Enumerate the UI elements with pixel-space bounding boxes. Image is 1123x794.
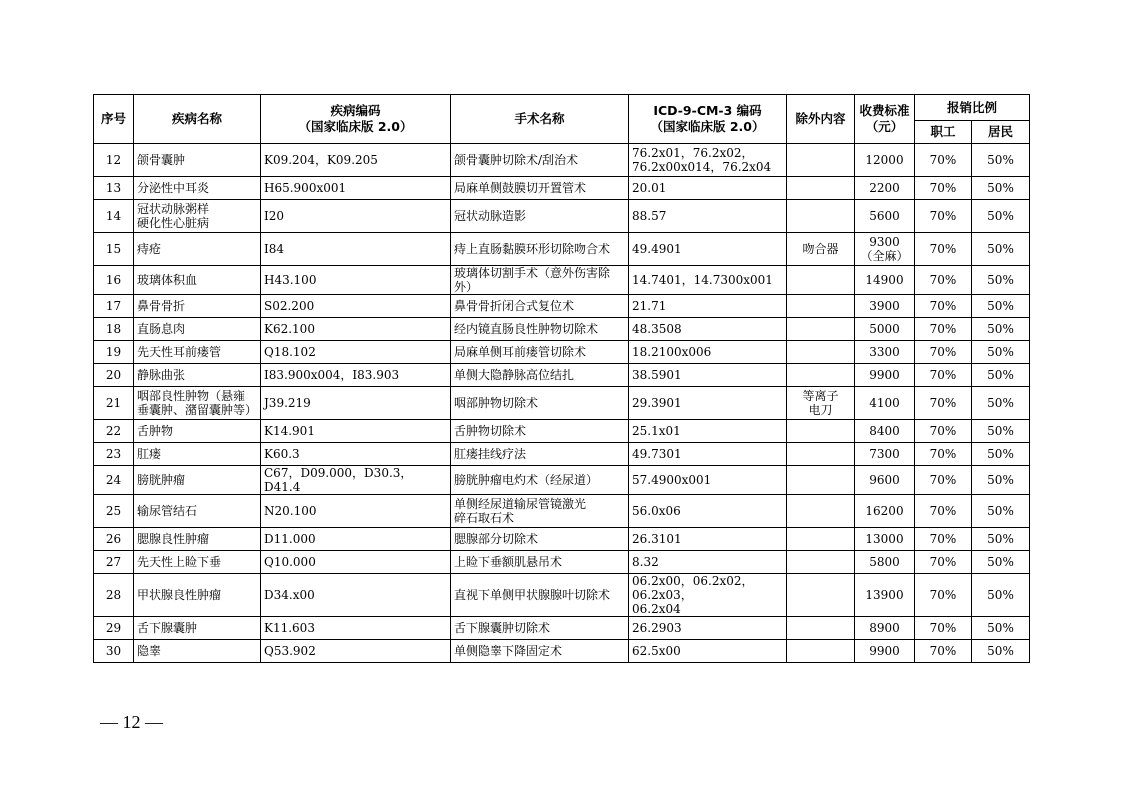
- cell-worker-ratio: 70%: [915, 466, 972, 495]
- cell-icd-code: [629, 364, 787, 387]
- cell-surgery-name-line: 局麻单侧耳前瘘管切除术: [454, 345, 587, 359]
- cell-surgery-name: [451, 144, 629, 177]
- cell-icd-code: [629, 144, 787, 177]
- cell-excluded: [787, 551, 855, 574]
- cell-fee-line: 4100: [869, 396, 900, 410]
- table-row: [94, 177, 1030, 200]
- table-row: [94, 640, 1030, 663]
- cell-worker-ratio: 70%: [915, 443, 972, 466]
- cell-icd-code: [629, 233, 787, 266]
- cell-excluded: [787, 295, 855, 318]
- cell-excluded: [787, 495, 855, 528]
- cell-resident-ratio: 50%: [972, 341, 1030, 364]
- cell-fee-line: 8400: [869, 424, 900, 438]
- cell-worker-ratio: 70%: [915, 574, 972, 617]
- cell-surgery-name: [451, 233, 629, 266]
- cell-disease-code: J39.219: [261, 387, 451, 420]
- cell-icd-code-line: 06.2x04: [632, 602, 681, 616]
- cell-disease-name: [134, 466, 261, 495]
- table-row: [94, 295, 1030, 318]
- cell-fee-line: 3300: [869, 345, 900, 359]
- cell-fee-line: 13000: [865, 532, 904, 546]
- cell-icd-code: [629, 495, 787, 528]
- header-disease-code-line2: （国家临床版 2.0）: [298, 119, 413, 134]
- cell-resident-ratio: 50%: [972, 617, 1030, 640]
- cell-fee-line: （全麻）: [860, 249, 909, 263]
- cell-disease-name: [134, 387, 261, 420]
- cell-disease-code: Q18.102: [261, 341, 451, 364]
- cell-disease-code: C67，D09.000，D30.3，D41.4: [261, 466, 451, 495]
- cell-fee: [855, 233, 915, 266]
- cell-disease-name: [134, 318, 261, 341]
- cell-icd-code-line: 8.32: [632, 555, 659, 569]
- table-body: [94, 144, 1030, 663]
- cell-surgery-name-line: 颌骨囊肿切除术/刮治术: [454, 153, 579, 167]
- cell-disease-code: Q10.000: [261, 551, 451, 574]
- cell-fee-line: 2200: [869, 181, 900, 195]
- cell-fee-line: 12000: [865, 153, 904, 167]
- cell-worker-ratio: 70%: [915, 177, 972, 200]
- cell-seq: 14: [94, 200, 134, 233]
- cell-resident-ratio: 50%: [972, 177, 1030, 200]
- cell-seq: 17: [94, 295, 134, 318]
- cell-icd-code: [629, 617, 787, 640]
- cell-disease-name: [134, 144, 261, 177]
- cell-disease-name-line: 痔疮: [137, 242, 162, 256]
- cell-excluded: [787, 364, 855, 387]
- cell-fee: [855, 420, 915, 443]
- header-icd-code: [629, 95, 787, 144]
- cell-fee: [855, 640, 915, 663]
- cell-resident-ratio: 50%: [972, 466, 1030, 495]
- header-disease-code: [261, 95, 451, 144]
- cell-seq: 26: [94, 528, 134, 551]
- cell-icd-code-line: 88.57: [632, 209, 667, 223]
- cell-surgery-name-line: 肛瘘挂线疗法: [454, 447, 527, 461]
- cell-surgery-name-line: 局麻单侧鼓膜切开置管术: [454, 181, 587, 195]
- cell-disease-code: K14.901: [261, 420, 451, 443]
- cell-fee: [855, 177, 915, 200]
- cell-disease-name-line: 先天性上睑下垂: [137, 555, 222, 569]
- cell-resident-ratio: 50%: [972, 574, 1030, 617]
- table-row: [94, 466, 1030, 495]
- cell-surgery-name: [451, 318, 629, 341]
- cell-seq: 15: [94, 233, 134, 266]
- cell-disease-name: [134, 420, 261, 443]
- cell-fee-line: 14900: [865, 273, 904, 287]
- cell-seq: 30: [94, 640, 134, 663]
- table-row: [94, 341, 1030, 364]
- cell-fee: [855, 266, 915, 295]
- cell-icd-code: [629, 266, 787, 295]
- cell-disease-code: S02.200: [261, 295, 451, 318]
- cell-icd-code: [629, 387, 787, 420]
- cell-fee-line: 9600: [869, 473, 900, 487]
- cell-resident-ratio: 50%: [972, 233, 1030, 266]
- cell-worker-ratio: 70%: [915, 551, 972, 574]
- cell-surgery-name: [451, 640, 629, 663]
- cell-worker-ratio: 70%: [915, 200, 972, 233]
- cell-surgery-name: [451, 617, 629, 640]
- cell-icd-code-line: 06.2x00，06.2x02，06.2x03，: [632, 574, 754, 602]
- cell-disease-code: N20.100: [261, 495, 451, 528]
- cell-fee: [855, 295, 915, 318]
- cell-icd-code-line: 26.3101: [632, 532, 682, 546]
- header-resident: 居民: [972, 121, 1030, 144]
- cell-fee: [855, 443, 915, 466]
- cell-disease-name-line: 分泌性中耳炎: [137, 181, 210, 195]
- cell-fee: [855, 466, 915, 495]
- cell-disease-name-line: 咽部良性肿物（悬雍: [137, 389, 246, 403]
- cell-disease-name-line: 垂囊肿、潴留囊肿等）: [137, 403, 258, 417]
- cell-disease-name-line: 静脉曲张: [137, 368, 186, 382]
- cell-fee-line: 8900: [869, 621, 900, 635]
- cell-fee: [855, 528, 915, 551]
- cell-icd-code-line: 76.2x01，76.2x02，: [632, 146, 754, 160]
- cell-resident-ratio: 50%: [972, 387, 1030, 420]
- header-fee-line1: 收费标准: [859, 103, 910, 118]
- cell-fee-line: 9900: [869, 644, 900, 658]
- header-worker: 职工: [915, 121, 972, 144]
- cell-disease-name-line: 膀胱肿瘤: [137, 473, 186, 487]
- cell-fee-line: 3900: [869, 299, 900, 313]
- table-row: [94, 528, 1030, 551]
- cell-resident-ratio: 50%: [972, 295, 1030, 318]
- cell-surgery-name-line: 上睑下垂额肌悬吊术: [454, 555, 563, 569]
- cell-surgery-name-line: 咽部肿物切除术: [454, 396, 539, 410]
- cell-excluded: [787, 443, 855, 466]
- cell-disease-name: [134, 495, 261, 528]
- cell-disease-code: H43.100: [261, 266, 451, 295]
- cell-disease-name: [134, 640, 261, 663]
- cell-fee: [855, 574, 915, 617]
- cell-seq: 25: [94, 495, 134, 528]
- cell-fee-line: 7300: [869, 447, 900, 461]
- cell-icd-code-line: 26.2903: [632, 621, 682, 635]
- cell-excluded: [787, 341, 855, 364]
- cell-surgery-name: [451, 574, 629, 617]
- cell-fee-line: 9900: [869, 368, 900, 382]
- cell-fee-line: 5800: [869, 555, 900, 569]
- cell-excluded: [787, 640, 855, 663]
- cell-disease-code: D11.000: [261, 528, 451, 551]
- cell-icd-code-line: 18.2100x006: [632, 345, 712, 359]
- cell-disease-name-line: 隐睾: [137, 644, 162, 658]
- cell-worker-ratio: 70%: [915, 640, 972, 663]
- cell-disease-name: [134, 341, 261, 364]
- cell-excluded: [787, 266, 855, 295]
- cell-excluded: [787, 200, 855, 233]
- cell-disease-name: [134, 364, 261, 387]
- table-row: [94, 551, 1030, 574]
- cell-fee-line: 16200: [865, 504, 904, 518]
- cell-worker-ratio: 70%: [915, 233, 972, 266]
- cell-surgery-name: [451, 364, 629, 387]
- cell-seq: 20: [94, 364, 134, 387]
- cell-icd-code-line: 49.4901: [632, 242, 682, 256]
- cell-disease-code: K09.204，K09.205: [261, 144, 451, 177]
- cell-disease-name-line: 腮腺良性肿瘤: [137, 532, 210, 546]
- cell-resident-ratio: 50%: [972, 551, 1030, 574]
- table-row: [94, 420, 1030, 443]
- cell-disease-code: H65.900x001: [261, 177, 451, 200]
- cell-disease-name: [134, 233, 261, 266]
- cell-icd-code: [629, 466, 787, 495]
- cell-resident-ratio: 50%: [972, 318, 1030, 341]
- cell-surgery-name: [451, 551, 629, 574]
- cell-surgery-name: [451, 266, 629, 295]
- cell-icd-code-line: 49.7301: [632, 447, 682, 461]
- cell-resident-ratio: 50%: [972, 443, 1030, 466]
- cell-icd-code-line: 62.5x00: [632, 644, 681, 658]
- cell-excluded: [787, 528, 855, 551]
- cell-disease-code: D34.x00: [261, 574, 451, 617]
- table-row: [94, 495, 1030, 528]
- cell-disease-name: [134, 266, 261, 295]
- cell-excluded: [787, 574, 855, 617]
- table-row: [94, 233, 1030, 266]
- cell-fee: [855, 387, 915, 420]
- cell-fee: [855, 617, 915, 640]
- cell-surgery-name-line: 碎石取石术: [454, 511, 515, 525]
- cell-surgery-name: [451, 466, 629, 495]
- cell-seq: 16: [94, 266, 134, 295]
- cell-disease-code: Q53.902: [261, 640, 451, 663]
- cell-disease-name-line: 颌骨囊肿: [137, 153, 186, 167]
- header-excluded: 除外内容: [787, 95, 855, 144]
- cell-disease-code: I20: [261, 200, 451, 233]
- cell-surgery-name: [451, 295, 629, 318]
- cell-icd-code: [629, 318, 787, 341]
- cell-disease-name-line: 甲状腺良性肿瘤: [137, 588, 222, 602]
- cell-icd-code-line: 14.7401，14.7300x001: [632, 273, 773, 287]
- cell-icd-code: [629, 443, 787, 466]
- cell-surgery-name: [451, 420, 629, 443]
- cell-resident-ratio: 50%: [972, 528, 1030, 551]
- cell-surgery-name: [451, 200, 629, 233]
- cell-fee: [855, 144, 915, 177]
- cell-disease-name: [134, 574, 261, 617]
- cell-fee-line: 13900: [865, 588, 904, 602]
- cell-worker-ratio: 70%: [915, 495, 972, 528]
- header-disease-code-line1: 疾病编码: [330, 103, 381, 118]
- cell-disease-name-line: 直肠息肉: [137, 322, 186, 336]
- cell-fee-line: 5600: [869, 209, 900, 223]
- cell-icd-code: [629, 420, 787, 443]
- cell-excluded: [787, 233, 855, 266]
- header-icd-code-line2: （国家临床版 2.0）: [650, 119, 765, 134]
- cell-worker-ratio: 70%: [915, 528, 972, 551]
- cell-disease-name-line: 舌下腺囊肿: [137, 621, 198, 635]
- cell-icd-code: [629, 551, 787, 574]
- cell-fee-line: 5000: [869, 322, 900, 336]
- cell-surgery-name-line: 冠状动脉造影: [454, 209, 527, 223]
- cell-surgery-name-line: 鼻骨骨折闭合式复位术: [454, 299, 575, 313]
- cell-resident-ratio: 50%: [972, 420, 1030, 443]
- table-row: [94, 617, 1030, 640]
- cell-disease-name-line: 玻璃体积血: [137, 273, 198, 287]
- cell-surgery-name-line: 舌肿物切除术: [454, 424, 527, 438]
- cell-excluded-line: 吻合器: [802, 242, 839, 256]
- cell-icd-code: [629, 295, 787, 318]
- cell-fee: [855, 318, 915, 341]
- cell-icd-code: [629, 200, 787, 233]
- cell-surgery-name-line: 经内镜直肠良性肿物切除术: [454, 322, 599, 336]
- cell-icd-code-line: 29.3901: [632, 396, 682, 410]
- cell-fee: [855, 364, 915, 387]
- cell-disease-name-line: 冠状动脉粥样: [137, 202, 210, 216]
- cell-surgery-name: [451, 387, 629, 420]
- table-row: [94, 144, 1030, 177]
- cell-resident-ratio: 50%: [972, 495, 1030, 528]
- cell-surgery-name: [451, 177, 629, 200]
- cell-seq: 24: [94, 466, 134, 495]
- cell-excluded: [787, 144, 855, 177]
- cell-disease-name: [134, 443, 261, 466]
- cell-disease-name-line: 肛瘘: [137, 447, 162, 461]
- header-fee-line2: （元）: [865, 119, 904, 134]
- cell-seq: 29: [94, 617, 134, 640]
- header-icd-code-line1: ICD-9-CM-3 编码: [653, 103, 762, 118]
- cell-seq: 28: [94, 574, 134, 617]
- header-surgery-name: 手术名称: [451, 95, 629, 144]
- cell-disease-name: [134, 551, 261, 574]
- cell-icd-code-line: 76.2x00x014，76.2x04: [632, 160, 772, 174]
- cell-excluded: [787, 466, 855, 495]
- cell-surgery-name: [451, 341, 629, 364]
- cell-seq: 12: [94, 144, 134, 177]
- table-row: [94, 266, 1030, 295]
- cell-surgery-name-line: 单侧经尿道输尿管镜激光: [454, 497, 587, 511]
- cell-disease-code: I84: [261, 233, 451, 266]
- table-row: [94, 574, 1030, 617]
- cell-disease-name: [134, 200, 261, 233]
- cell-icd-code: [629, 574, 787, 617]
- cell-fee-line: 9300: [869, 235, 900, 249]
- cell-icd-code: [629, 640, 787, 663]
- cell-worker-ratio: 70%: [915, 364, 972, 387]
- cell-excluded-line: 电刀: [808, 403, 833, 417]
- cell-fee: [855, 551, 915, 574]
- cell-disease-name: [134, 295, 261, 318]
- header-disease-name: 疾病名称: [134, 95, 261, 144]
- cell-worker-ratio: 70%: [915, 144, 972, 177]
- cell-fee: [855, 495, 915, 528]
- reimbursement-table: [93, 94, 1030, 663]
- cell-excluded-line: 等离子: [802, 389, 839, 403]
- cell-resident-ratio: 50%: [972, 640, 1030, 663]
- cell-resident-ratio: 50%: [972, 144, 1030, 177]
- cell-disease-code: K60.3: [261, 443, 451, 466]
- cell-excluded: [787, 177, 855, 200]
- cell-seq: 13: [94, 177, 134, 200]
- cell-fee: [855, 341, 915, 364]
- cell-seq: 22: [94, 420, 134, 443]
- page-number: — 12 —: [100, 712, 163, 732]
- cell-excluded: [787, 387, 855, 420]
- cell-worker-ratio: 70%: [915, 387, 972, 420]
- cell-icd-code-line: 38.5901: [632, 368, 682, 382]
- cell-surgery-name-line: 直视下单侧甲状腺腺叶切除术: [454, 588, 611, 602]
- cell-surgery-name: [451, 443, 629, 466]
- cell-disease-code: I83.900x004，I83.903: [261, 364, 451, 387]
- cell-seq: 27: [94, 551, 134, 574]
- cell-icd-code-line: 56.0x06: [632, 504, 681, 518]
- table-row: [94, 318, 1030, 341]
- cell-surgery-name: [451, 495, 629, 528]
- cell-icd-code-line: 25.1x01: [632, 424, 681, 438]
- cell-worker-ratio: 70%: [915, 318, 972, 341]
- cell-surgery-name: [451, 528, 629, 551]
- cell-icd-code-line: 20.01: [632, 181, 667, 195]
- header-seq: 序号: [94, 95, 134, 144]
- cell-worker-ratio: 70%: [915, 266, 972, 295]
- cell-seq: 18: [94, 318, 134, 341]
- cell-worker-ratio: 70%: [915, 617, 972, 640]
- cell-surgery-name-line: 单侧大隐静脉高位结扎: [454, 368, 575, 382]
- table-header: [94, 95, 1030, 144]
- cell-icd-code: [629, 177, 787, 200]
- cell-resident-ratio: 50%: [972, 200, 1030, 233]
- cell-worker-ratio: 70%: [915, 420, 972, 443]
- cell-surgery-name-line: 玻璃体切割手术（意外伤害除外）: [454, 266, 611, 294]
- cell-excluded: [787, 420, 855, 443]
- cell-disease-code: K62.100: [261, 318, 451, 341]
- cell-disease-name: [134, 617, 261, 640]
- cell-worker-ratio: 70%: [915, 341, 972, 364]
- cell-seq: 23: [94, 443, 134, 466]
- cell-icd-code-line: 21.71: [632, 299, 667, 313]
- cell-icd-code: [629, 528, 787, 551]
- cell-fee: [855, 200, 915, 233]
- table-row: [94, 443, 1030, 466]
- cell-icd-code-line: 57.4900x001: [632, 473, 712, 487]
- cell-seq: 19: [94, 341, 134, 364]
- cell-surgery-name-line: 腮腺部分切除术: [454, 532, 539, 546]
- cell-icd-code-line: 48.3508: [632, 322, 682, 336]
- cell-disease-name-line: 先天性耳前瘘管: [137, 345, 222, 359]
- cell-surgery-name-line: 单侧隐睾下降固定术: [454, 644, 563, 658]
- cell-excluded: [787, 318, 855, 341]
- cell-disease-name-line: 舌肿物: [137, 424, 174, 438]
- cell-disease-name-line: 输尿管结石: [137, 504, 198, 518]
- cell-surgery-name-line: 膀胱肿瘤电灼术（经尿道）: [454, 473, 599, 487]
- cell-disease-name: [134, 528, 261, 551]
- cell-disease-name-line: 鼻骨骨折: [137, 299, 186, 313]
- cell-icd-code: [629, 341, 787, 364]
- cell-disease-name-line: 硬化性心脏病: [137, 216, 210, 230]
- table-row: [94, 364, 1030, 387]
- cell-surgery-name-line: 舌下腺囊肿切除术: [454, 621, 551, 635]
- cell-resident-ratio: 50%: [972, 364, 1030, 387]
- table-row: [94, 387, 1030, 420]
- cell-surgery-name-line: 痔上直肠黏膜环形切除吻合术: [454, 242, 611, 256]
- header-fee: [855, 95, 915, 144]
- cell-disease-code: K11.603: [261, 617, 451, 640]
- cell-disease-name: [134, 177, 261, 200]
- table-row: [94, 200, 1030, 233]
- cell-excluded: [787, 617, 855, 640]
- cell-resident-ratio: 50%: [972, 266, 1030, 295]
- header-ratio: 报销比例: [915, 95, 1030, 121]
- cell-worker-ratio: 70%: [915, 295, 972, 318]
- cell-seq: 21: [94, 387, 134, 420]
